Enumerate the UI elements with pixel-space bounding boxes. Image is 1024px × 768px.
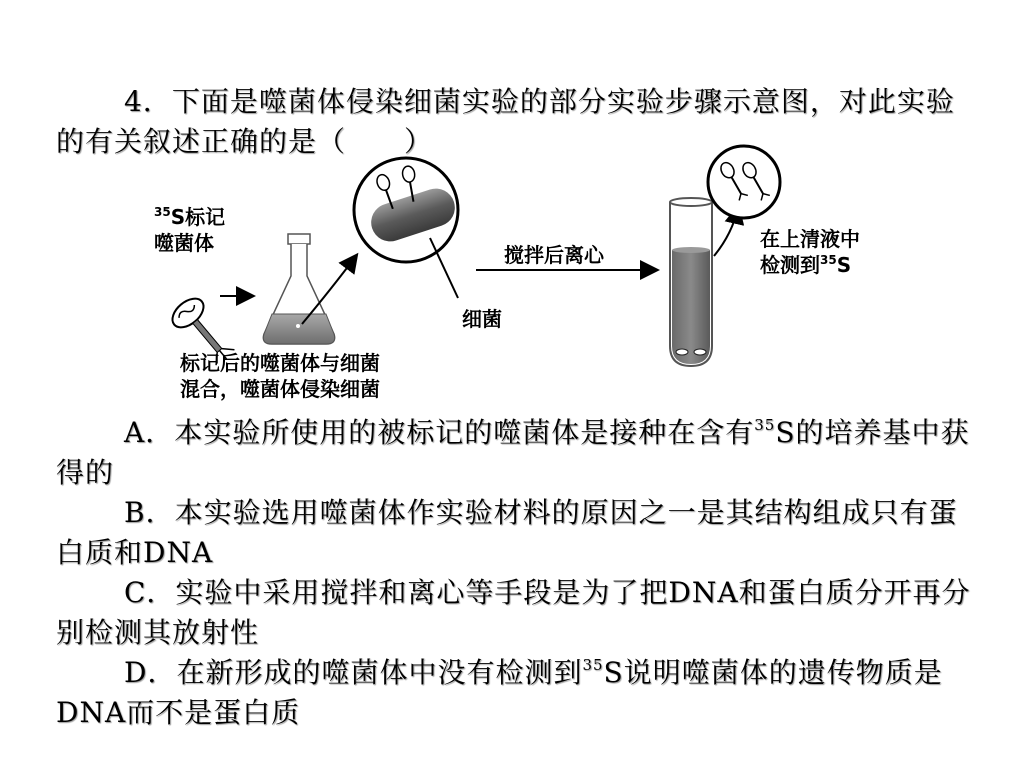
mix-label: 标记后的噬菌体与细菌 混合，噬菌体侵染细菌 [180, 351, 380, 401]
bacteria-label: 细菌 [462, 307, 502, 331]
experiment-figure [148, 138, 908, 410]
detect-label: 在上清液中 检测到$^{35}$S [760, 227, 860, 277]
options-list [56, 413, 980, 733]
free-phages-icon [708, 146, 780, 218]
stir-label: 搅拌后离心 [504, 243, 604, 267]
option-b[interactable]: B．本实验选用噬菌体作实验材料的原因之一是其结构组成只有蛋白质和DNA [56, 496, 958, 569]
question-stem: 4．下面是噬菌体侵染细菌实验的部分实验步骤示意图，对此实验的有关叙述正确的是（ ） [56, 85, 955, 158]
test-tube-icon [670, 198, 712, 366]
bacterium-magnified-icon [354, 158, 460, 262]
option-c[interactable]: C．实验中采用搅拌和离心等手段是为了把DNA和蛋白质分开再分别检测其放射性 [56, 576, 971, 649]
option-d[interactable]: D．在新形成的噬菌体中没有检测到$^{35}$S说明噬菌体的遗传物质是DNA而不是蛋白质 [56, 656, 943, 729]
phage-label: $^{35}$S标记 噬菌体 [154, 205, 226, 255]
option-a[interactable]: A．本实验所使用的被标记的噬菌体是接种在含有$^{35}$S的培养基中获得的 [56, 416, 970, 489]
flask-icon [263, 234, 334, 344]
